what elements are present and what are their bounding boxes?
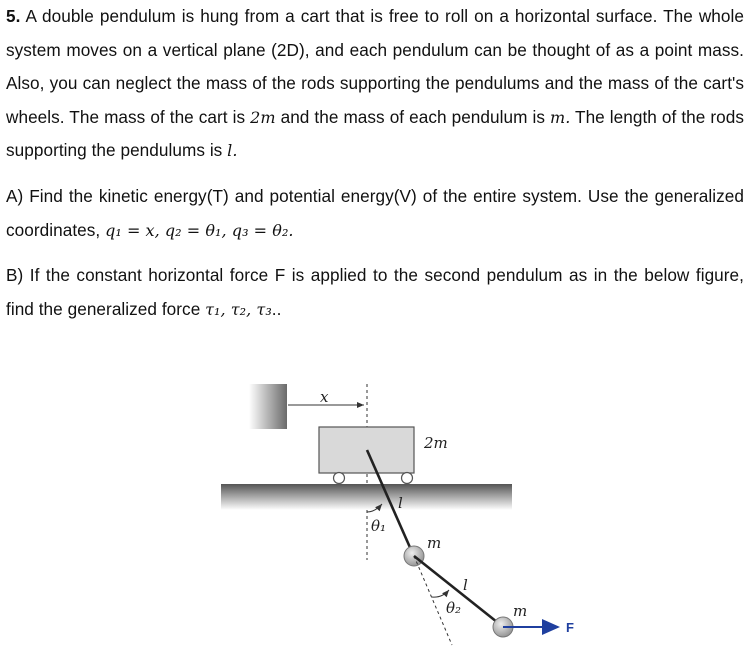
intro-mid-text: and the mass of each pendulum is [275,106,550,127]
part-a-coords: q₁ = x, q₂ = θ₁, q₃ = θ₂. [105,220,294,240]
theta2-label: θ₂ [446,599,462,617]
part-b-forces: τ₁, τ₂, τ₃ [205,299,272,319]
mass-2-label: m [513,602,528,620]
x-label: x [320,388,329,406]
part-b-end: .. [271,298,282,319]
cart-wheel-left [334,473,345,484]
part-a-text: A) Find the kinetic energy(T) and potential energy(V) of the entire system. Use the generalized coordinates, [6,185,744,240]
pendulum-mass-math: m. [549,107,571,127]
part-a [6,180,744,247]
intro-end-text: The length of the rods supporting the pendulums is [6,106,745,161]
force-label: F [566,620,574,635]
rod-2-label: l [463,576,468,594]
ground [221,484,512,510]
theta2-arc [432,590,449,597]
theta1-label: θ₁ [371,517,387,535]
mass-1-label: m [427,534,442,552]
cart-wheel-right [402,473,413,484]
rod-length-math: l. [227,141,238,161]
cart-mass-math: 2m [250,107,276,127]
cart-mass-label: 2m [424,434,448,452]
part-b [6,259,744,326]
part-b-text: B) If the constant horizontal force F is applied to the second pendulum as in the below figure, find the generalized force [6,265,744,319]
double-pendulum-figure [215,378,585,648]
intro-text: A double pendulum is hung from a cart that is free to roll on a horizontal surface. The whole system moves on a vertical plane (2D), and each pendulum can be thought of as a point mass. Also, you can neglect the mass of the rods supporting the pendulums and the mass of the cart's wheels. The mass of the cart is [6,6,744,127]
wall [249,384,287,429]
problem-intro [6,0,744,168]
problem-number: 5. [6,6,21,26]
cart [319,427,414,473]
problem-5 [6,0,744,326]
rod-1-label: l [398,494,403,512]
